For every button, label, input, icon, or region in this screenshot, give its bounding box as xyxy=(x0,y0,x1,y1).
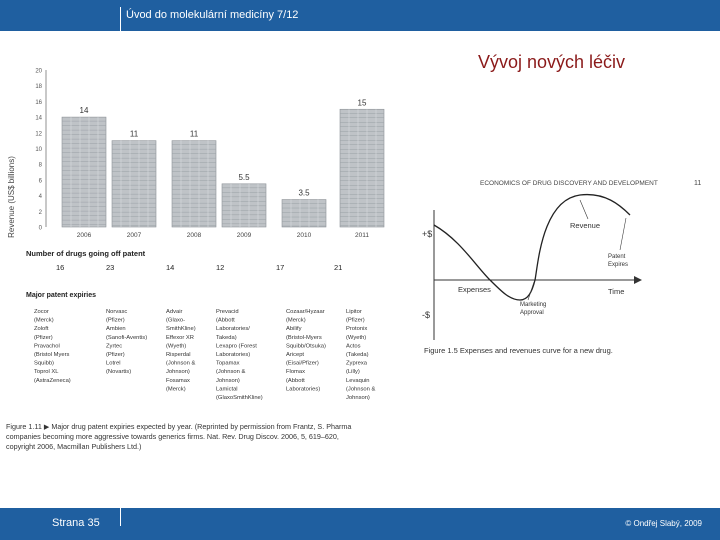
expiry-entry: Johnson) xyxy=(216,377,240,384)
expiry-entry: Zyrtec xyxy=(106,343,123,350)
bar-series xyxy=(62,98,384,227)
book-header: ECONOMICS OF DRUG DISCOVERY AND DEVELOPMENT xyxy=(480,180,658,187)
expiry-entry: (Pfizer) xyxy=(346,317,365,324)
expiry-entry: Johnson) xyxy=(346,395,370,401)
patent-expires-pointer xyxy=(620,218,626,250)
y-tick-label: 8 xyxy=(38,162,42,169)
bar xyxy=(222,184,266,227)
expiry-entry: Effexor XR xyxy=(166,334,194,341)
expiry-entry: Levaquin xyxy=(346,377,370,384)
expiry-entry: Pravachol xyxy=(34,343,60,350)
y-tick-label: 20 xyxy=(35,68,42,75)
expiry-entry: Actos xyxy=(346,343,361,350)
expiry-entry: Aricept xyxy=(286,352,305,358)
drugs-off-patent-row xyxy=(56,263,342,272)
expiry-entry: Laboratories) xyxy=(216,352,251,358)
y-tick-label: 12 xyxy=(35,131,42,138)
expiry-entry: SmithKline) xyxy=(166,326,196,333)
x-tick-label: 2008 xyxy=(186,232,202,239)
expiry-entry: (Novartis) xyxy=(106,369,132,376)
patent-expires-label-2: Expires xyxy=(608,262,629,268)
expiry-entry: (Johnson & xyxy=(216,369,246,376)
copyright: © Ondřej Slabý, 2009 xyxy=(625,519,702,528)
expiry-entry: (Johnson & xyxy=(166,360,196,367)
expiry-entry: (Merck) xyxy=(286,317,306,324)
expiry-entry: (Abbott xyxy=(216,317,235,324)
expiry-entry: (Merck) xyxy=(166,386,186,393)
bar-value-label: 14 xyxy=(79,106,89,116)
expiry-entry: (Lilly) xyxy=(346,369,360,376)
expenses-label: Expenses xyxy=(458,285,491,294)
marketing-approval-pointer xyxy=(528,282,534,300)
expiry-entry: (Pfizer) xyxy=(106,352,125,358)
revenue-pointer xyxy=(580,200,588,219)
expiry-entry: Fosamax xyxy=(166,377,190,384)
bar-value-label: 11 xyxy=(129,129,139,139)
x-axis-ticks xyxy=(77,232,370,239)
header-bar xyxy=(0,0,720,31)
expiry-entry: Topamax xyxy=(216,360,240,367)
expiry-entry: (Wyeth) xyxy=(346,334,367,341)
bar-value-label: 11 xyxy=(189,129,199,139)
expiry-entry: (Merck) xyxy=(34,317,54,324)
time-axis-arrow xyxy=(634,276,642,284)
expiry-entry: Cozaar/Hyzaar xyxy=(286,309,325,315)
expiry-entry: (Pfizer) xyxy=(106,317,125,324)
expiry-entry: Flomax xyxy=(286,369,306,376)
marketing-approval-label-2: Approval xyxy=(520,310,544,316)
x-tick-label: 2009 xyxy=(236,232,252,239)
header-title: Úvod do molekulární medicíny 7/12 xyxy=(126,9,299,21)
expiry-entry: Ambien xyxy=(106,326,126,333)
x-tick-label: 2006 xyxy=(76,232,92,239)
drugs-off-patent-count: 12 xyxy=(216,263,225,272)
expiry-entry: Risperdal xyxy=(166,352,191,358)
expiry-entry: Johnson) xyxy=(166,369,190,376)
drugs-off-patent-count: 14 xyxy=(166,263,175,272)
expiry-entry: Laboratories) xyxy=(286,386,321,393)
expiry-entry: Squibb) xyxy=(34,360,54,367)
page-number: Strana 35 xyxy=(52,517,100,529)
time-label: Time xyxy=(608,287,625,296)
expiry-entry: Lamictal xyxy=(216,386,238,393)
y-axis-ticks xyxy=(35,69,42,232)
y-tick-label: 0 xyxy=(38,225,42,232)
patent-expires-label-1: Patent xyxy=(608,254,626,260)
expiry-entry: (Wyeth) xyxy=(166,343,187,350)
drugs-off-patent-count: 21 xyxy=(334,263,343,272)
y-tick-label: 6 xyxy=(38,178,42,185)
bar-value-label: 3.5 xyxy=(298,188,310,198)
expiry-entry: (GlaxoSmithKline) xyxy=(216,395,263,401)
bar xyxy=(62,117,106,227)
expiry-entry: (Sanofi-Aventis) xyxy=(106,334,148,341)
y-tick-label: 16 xyxy=(35,99,42,106)
expiry-entry: (Bristol-Myers xyxy=(286,334,322,341)
expiry-entry: Takeda) xyxy=(216,334,237,341)
y-tick-label: 10 xyxy=(35,147,42,153)
x-tick-label: 2010 xyxy=(296,232,312,239)
footer-bar xyxy=(0,508,720,540)
bar-value-label: 5.5 xyxy=(238,172,250,182)
expiry-entry: Norvasc xyxy=(106,309,128,315)
expiry-entry: Lexapro (Forest xyxy=(216,343,257,350)
expiry-entry: (Abbott xyxy=(286,377,305,384)
drugs-off-patent-count: 23 xyxy=(106,263,115,272)
expiry-entry: Zocor xyxy=(34,309,49,315)
expiry-entry: (Takeda) xyxy=(346,352,369,358)
expiry-entry: (Eisai/Pfizer) xyxy=(286,360,319,367)
expiry-entry: (Pfizer) xyxy=(34,334,53,341)
expiry-entry: Protonix xyxy=(346,326,368,333)
expiry-entry: Zoloft xyxy=(34,326,49,333)
expiry-entry: (Glaxo- xyxy=(166,317,186,324)
y-axis-label: Revenue (US$ billions) xyxy=(7,156,16,238)
x-tick-label: 2011 xyxy=(355,232,369,239)
drugs-off-patent-label: Number of drugs going off patent xyxy=(26,249,146,258)
expiry-entry: Prevacid xyxy=(216,309,239,315)
figure2-caption: Figure 1.5 Expenses and revenues curve for a new drug. xyxy=(424,346,613,355)
y-tick-label: 4 xyxy=(38,194,42,201)
expiry-entry: Zyprexa xyxy=(346,360,367,367)
expiry-entry: Abilify xyxy=(286,326,302,333)
expiry-entry: Advair xyxy=(166,309,183,315)
x-tick-label: 2007 xyxy=(126,232,142,239)
revenue-label: Revenue xyxy=(570,221,601,230)
header-separator xyxy=(120,7,121,31)
figure1-caption-line-1: Figure 1.11 ▶ Major drug patent expiries expected by year. (Reprinted by permission from Frantz, S. Pharma xyxy=(6,422,352,431)
expiry-entry: (AstraZeneca) xyxy=(34,377,71,384)
drugs-off-patent-count: 17 xyxy=(276,263,285,272)
y-plus-label: +$ xyxy=(422,229,433,239)
expiry-entry: (Johnson & xyxy=(346,386,376,393)
figure1-caption-line-3: copyright 2006, Macmillan Publishers Ltd.) xyxy=(6,442,142,451)
footer-separator xyxy=(120,508,121,526)
y-minus-label: -$ xyxy=(422,310,431,320)
patent-expiries-table xyxy=(34,309,375,401)
expiry-entry: Lotrel xyxy=(106,360,121,367)
y-tick-label: 18 xyxy=(35,84,42,91)
y-tick-label: 2 xyxy=(38,209,42,216)
expiry-entry: Toprol XL xyxy=(34,369,59,376)
y-tick-label: 14 xyxy=(35,115,42,122)
expiry-entry: Squibb/Otsuka) xyxy=(286,343,326,350)
book-page-number: 11 xyxy=(694,180,702,187)
patent-expiries-figure xyxy=(0,62,420,457)
expiry-entry: Lipitor xyxy=(346,309,362,315)
figure1-caption-line-2: companies becoming more aggressive towards generics firms. Nat. Rev. Drug Discov. 2006, 5, 619–620, xyxy=(6,432,339,441)
slide-heading: Vývoj nových léčiv xyxy=(478,52,626,72)
patent-expiries-label: Major patent expiries xyxy=(26,292,97,299)
drugs-off-patent-count: 16 xyxy=(56,263,65,272)
expiry-entry: Laboratories/ xyxy=(216,326,250,333)
expiry-entry: (Bristol Myers xyxy=(34,352,70,358)
marketing-approval-label-1: Marketing xyxy=(520,302,547,308)
bar-value-label: 15 xyxy=(357,98,367,108)
revenue-curve-figure xyxy=(420,170,710,365)
